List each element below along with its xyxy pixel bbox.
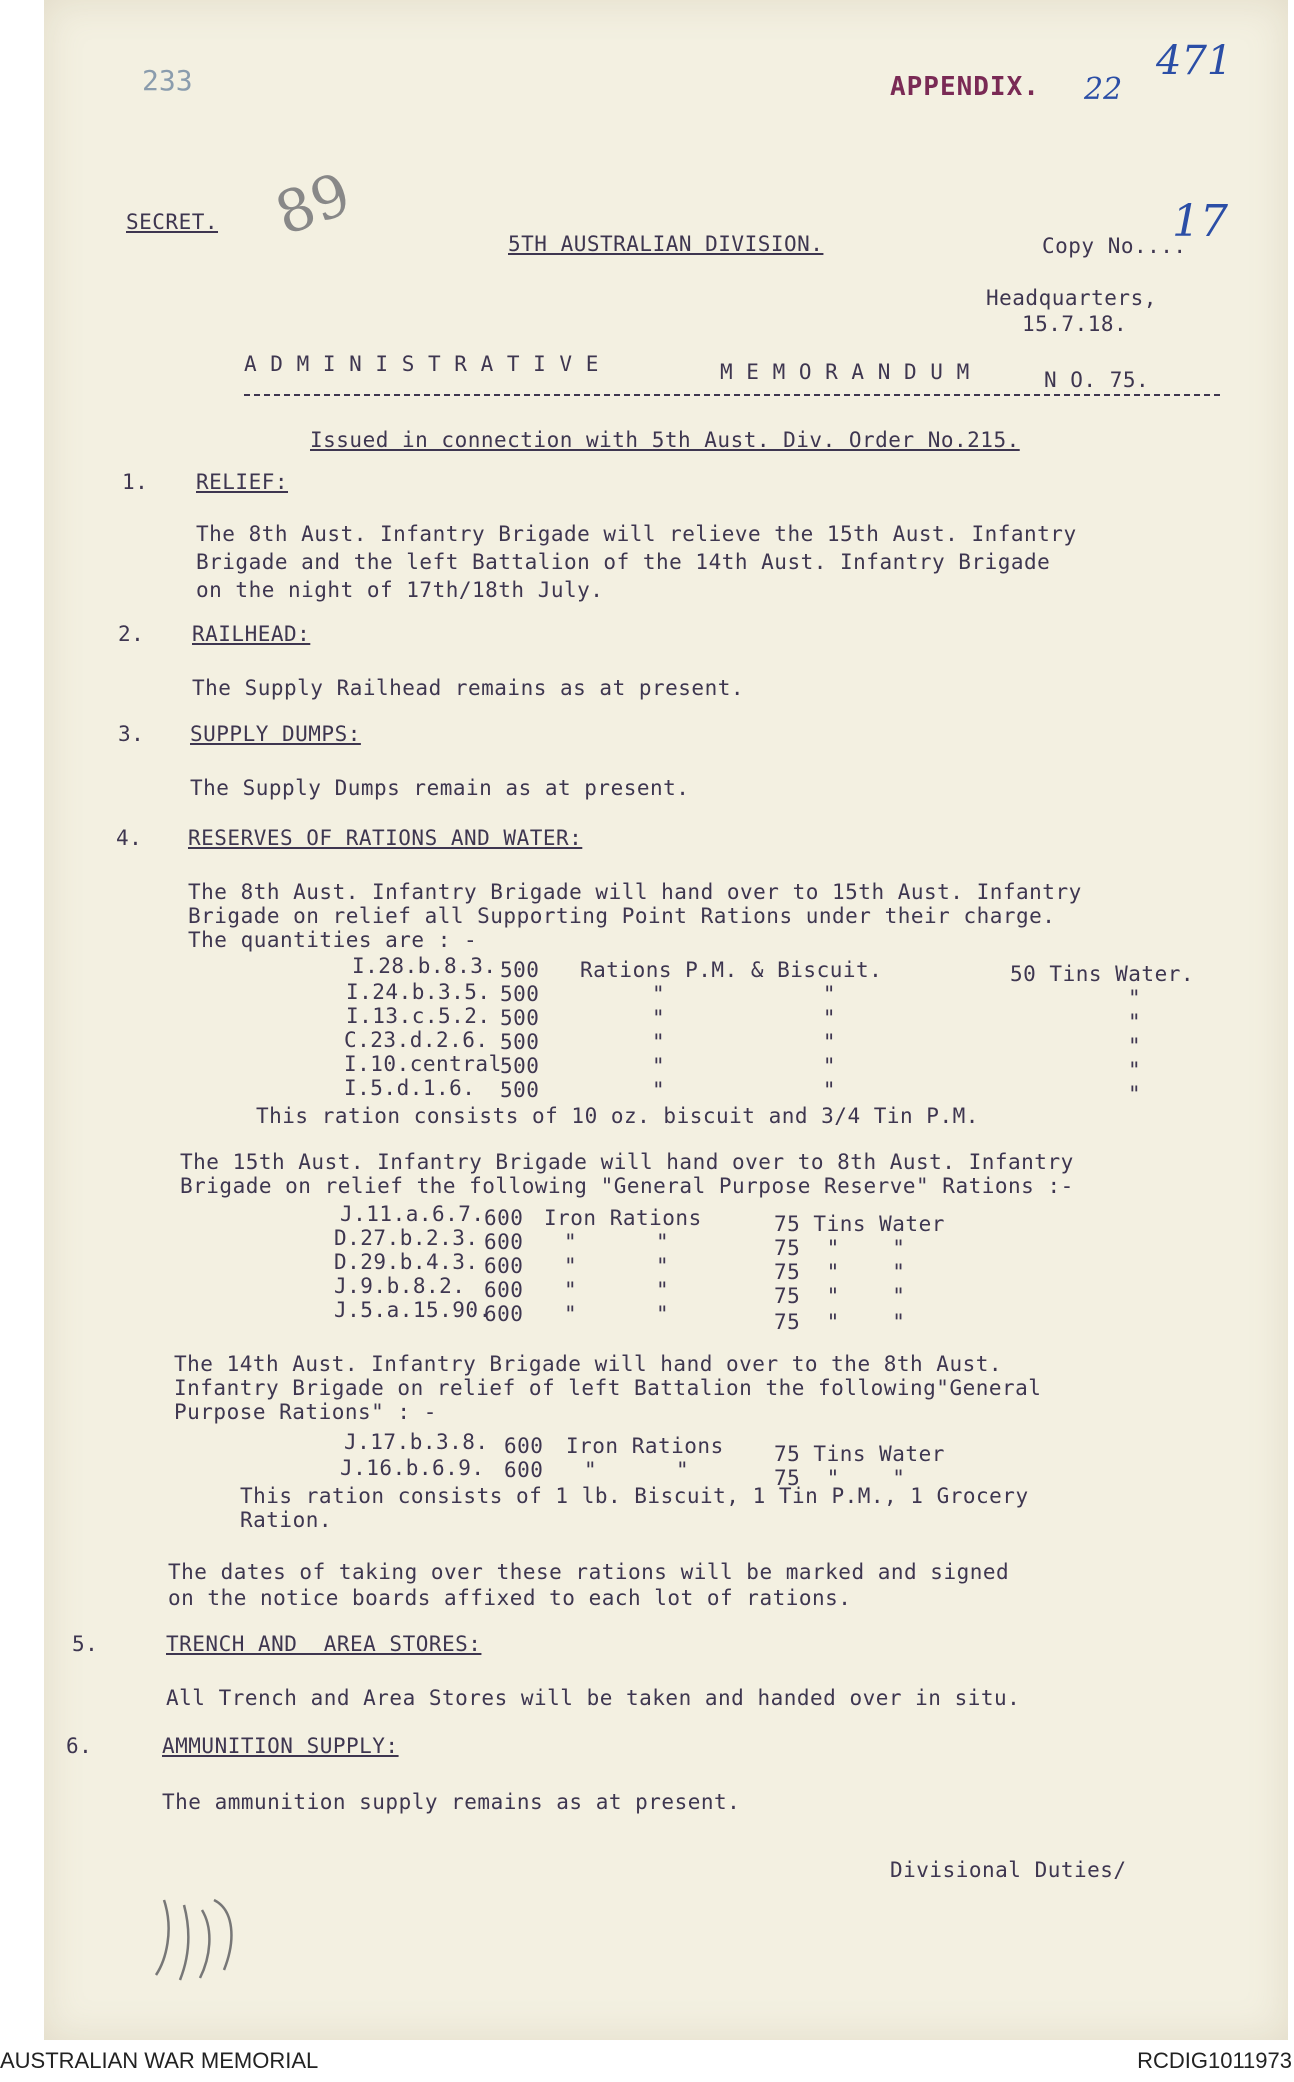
title-underline bbox=[244, 394, 1220, 396]
section-number: 4. bbox=[116, 826, 143, 850]
railhead-line: The Supply Railhead remains as at present. bbox=[192, 676, 745, 700]
ration-type: " " bbox=[652, 1054, 837, 1078]
copy-number: 17 bbox=[1172, 196, 1228, 247]
map-reference: J.16.b.6.9. bbox=[340, 1456, 485, 1480]
ration-quantity: 600 bbox=[504, 1434, 544, 1458]
reserves-para3-line: Infantry Brigade on relief of left Battalion the following"General bbox=[174, 1376, 1042, 1400]
water-quantity: 75 " " bbox=[774, 1260, 906, 1284]
reserves-para3-line: The 14th Aust. Infantry Brigade will hand over to the 8th Aust. bbox=[174, 1352, 1003, 1376]
trench-stores-line: All Trench and Area Stores will be taken and handed over in situ. bbox=[166, 1686, 1021, 1710]
ration-type: " " bbox=[564, 1278, 670, 1302]
folio-number: 471 bbox=[1156, 38, 1233, 84]
ration-type: " " bbox=[652, 1006, 837, 1030]
ration-quantity: 600 bbox=[484, 1206, 524, 1230]
ration-quantity: 600 bbox=[484, 1230, 524, 1254]
ration-quantity: 500 bbox=[500, 1078, 540, 1102]
pencil-annotation: 89 bbox=[266, 159, 360, 249]
section-number: 2. bbox=[118, 622, 145, 646]
water-quantity: 50 Tins Water. bbox=[1010, 962, 1195, 986]
water-quantity: 75 " " bbox=[774, 1284, 906, 1308]
water-quantity: 75 " " bbox=[774, 1466, 906, 1490]
map-reference: I.13.c.5.2. bbox=[346, 1004, 491, 1028]
title-part-1: A D M I N I S T R A T I V E bbox=[244, 352, 599, 376]
ration-quantity: 500 bbox=[500, 1030, 540, 1054]
map-reference: D.29.b.4.3. bbox=[334, 1250, 479, 1274]
ration-type: " " bbox=[564, 1230, 670, 1254]
reserves-para1-line: The 8th Aust. Infantry Brigade will hand over to 15th Aust. Infantry bbox=[188, 880, 1082, 904]
ration-note: Ration. bbox=[240, 1508, 333, 1532]
section-heading-ammunition: AMMUNITION SUPPLY: bbox=[162, 1734, 399, 1758]
reserves-para2-line: The 15th Aust. Infantry Brigade will hand over to 8th Aust. Infantry bbox=[180, 1150, 1074, 1174]
ration-quantity: 500 bbox=[500, 1054, 540, 1078]
ration-quantity: 600 bbox=[484, 1278, 524, 1302]
ration-type: " " bbox=[564, 1254, 670, 1278]
map-reference: I.28.b.8.3. bbox=[352, 954, 497, 978]
page-number-stamp: 233 bbox=[142, 64, 193, 97]
section-number: 6. bbox=[66, 1734, 93, 1758]
copy-label: Copy No.... bbox=[1042, 234, 1187, 258]
title-part-3: N O. 75. bbox=[1044, 368, 1150, 392]
relief-line: The 8th Aust. Infantry Brigade will relieve the 15th Aust. Infantry bbox=[196, 522, 1077, 546]
section-heading-railhead: RAILHEAD: bbox=[192, 622, 311, 646]
relief-line: Brigade and the left Battalion of the 14th Aust. Infantry Brigade bbox=[196, 550, 1051, 574]
water-quantity: " bbox=[1128, 1058, 1142, 1082]
footer-catalog-id: RCDIG1011973 bbox=[1137, 2048, 1292, 2073]
ration-note: This ration consists of 1 lb. Biscuit, 1 Tin P.M., 1 Grocery bbox=[240, 1484, 1029, 1508]
ration-type: " " bbox=[652, 1030, 837, 1054]
ration-type: Rations P.M. & Biscuit. bbox=[580, 958, 883, 982]
map-reference: I.5.d.1.6. bbox=[344, 1076, 476, 1100]
water-quantity: " bbox=[1128, 1034, 1142, 1058]
water-quantity: " bbox=[1128, 1010, 1142, 1034]
ration-quantity: 600 bbox=[484, 1302, 524, 1326]
map-reference: J.11.a.6.7. bbox=[340, 1202, 485, 1226]
section-number: 1. bbox=[122, 470, 149, 494]
relief-line: on the night of 17th/18th July. bbox=[196, 578, 604, 602]
reserves-para4-line: on the notice boards affixed to each lot of rations. bbox=[168, 1586, 852, 1610]
ration-quantity: 500 bbox=[500, 958, 540, 982]
map-reference: J.5.a.15.90. bbox=[334, 1298, 492, 1322]
handwritten-initials bbox=[144, 1880, 254, 1990]
section-heading-trench-stores: TRENCH AND AREA STORES: bbox=[166, 1632, 482, 1656]
water-quantity: 75 " " bbox=[774, 1236, 906, 1260]
ration-type: Iron Rations bbox=[544, 1206, 702, 1230]
water-quantity: 75 " " bbox=[774, 1310, 906, 1334]
map-reference: J.9.b.8.2. bbox=[334, 1274, 466, 1298]
water-quantity: " bbox=[1128, 986, 1142, 1010]
ration-type: " " bbox=[652, 982, 837, 1006]
reserves-para1-line: The quantities are : - bbox=[188, 928, 478, 952]
water-quantity: 75 Tins Water bbox=[774, 1442, 945, 1466]
ammunition-line: The ammunition supply remains as at present. bbox=[162, 1790, 741, 1814]
map-reference: I.24.b.3.5. bbox=[346, 980, 491, 1004]
ration-type: " " bbox=[564, 1302, 670, 1326]
reserves-para2-line: Brigade on relief the following "General Purpose Reserve" Rations :- bbox=[180, 1174, 1074, 1198]
continuation-catchword: Divisional Duties/ bbox=[890, 1858, 1127, 1882]
section-heading-relief: RELIEF: bbox=[196, 470, 289, 494]
water-quantity: 75 Tins Water bbox=[774, 1212, 945, 1236]
title-part-2: M E M O R A N D U M bbox=[720, 360, 970, 384]
reserves-para3-line: Purpose Rations" : - bbox=[174, 1400, 437, 1424]
secret-label: SECRET. bbox=[126, 210, 219, 234]
map-reference: J.17.b.3.8. bbox=[344, 1430, 489, 1454]
appendix-stamp: APPENDIX. bbox=[890, 72, 1040, 102]
section-heading-supply-dumps: SUPPLY DUMPS: bbox=[190, 722, 361, 746]
supply-dumps-line: The Supply Dumps remain as at present. bbox=[190, 776, 690, 800]
footer-source: AUSTRALIAN WAR MEMORIAL bbox=[0, 2048, 319, 2073]
map-reference: C.23.d.2.6. bbox=[344, 1028, 489, 1052]
ration-quantity: 600 bbox=[504, 1458, 544, 1482]
section-number: 5. bbox=[72, 1632, 99, 1656]
section-heading-reserves: RESERVES OF RATIONS AND WATER: bbox=[188, 826, 583, 850]
ration-quantity: 500 bbox=[500, 1006, 540, 1030]
ration-type: " " bbox=[652, 1078, 837, 1102]
date: 15.7.18. bbox=[1022, 312, 1128, 336]
map-reference: D.27.b.2.3. bbox=[334, 1226, 479, 1250]
ration-quantity: 600 bbox=[484, 1254, 524, 1278]
ration-type: " " bbox=[584, 1458, 690, 1482]
section-number: 3. bbox=[118, 722, 145, 746]
reserves-para1-line: Brigade on relief all Supporting Point Rations under their charge. bbox=[188, 904, 1056, 928]
reserves-para4-line: The dates of taking over these rations will be marked and signed bbox=[168, 1560, 1010, 1584]
division-heading: 5TH AUSTRALIAN DIVISION. bbox=[508, 232, 824, 256]
appendix-number: 22 bbox=[1084, 72, 1123, 107]
ration-note: This ration consists of 10 oz. biscuit and 3/4 Tin P.M. bbox=[256, 1104, 979, 1128]
water-quantity: " bbox=[1128, 1082, 1142, 1106]
map-reference: I.10.central bbox=[344, 1052, 502, 1076]
ration-quantity: 500 bbox=[500, 982, 540, 1006]
hq-label: Headquarters, bbox=[986, 286, 1157, 310]
ration-type: Iron Rations bbox=[566, 1434, 724, 1458]
document-page bbox=[44, 0, 1288, 2040]
issued-line: Issued in connection with 5th Aust. Div. Order No.215. bbox=[310, 428, 1020, 452]
